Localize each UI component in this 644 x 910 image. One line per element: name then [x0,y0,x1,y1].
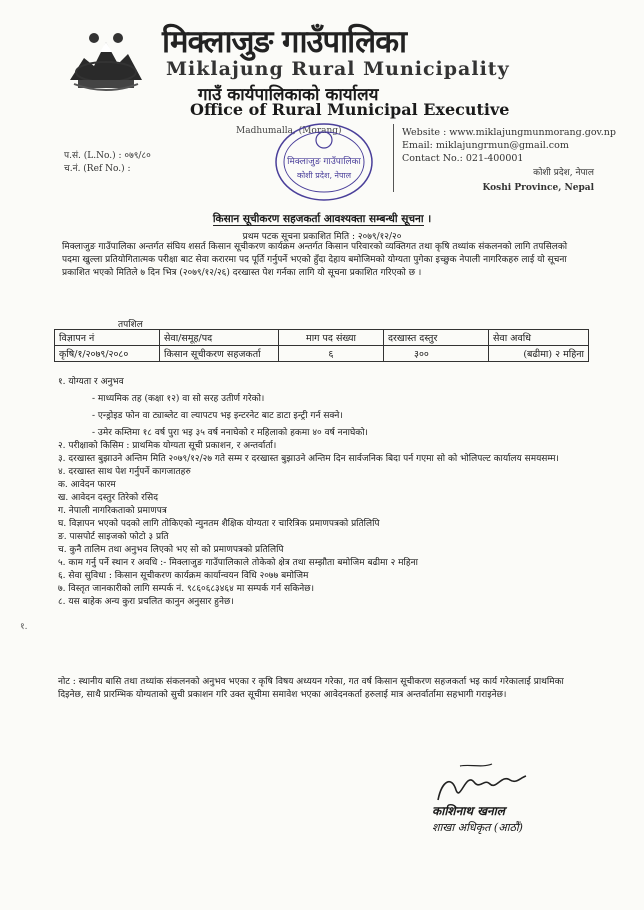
office-name-nepali: मिक्लाजुङ गाउँपालिका [162,24,407,60]
contact-block [402,126,616,195]
list-item: ख. आवेदन दस्तुर तिरेको रसिद [58,493,158,503]
list-item: ८. यस बाहेक अन्य कुरा प्रचलित कानुन अनुसार हुनेछ। [58,597,234,607]
list-item: क. आवेदन फारम [58,480,116,490]
tapsil-label: तपशिल [118,320,143,330]
list-item: ७. विस्तृत जानकारीको लागि सम्पर्क नं. ९८६०६८३४६४ मा सम्पर्क गर्न सकिनेछ। [58,584,315,594]
executive-office-nepali: गाउँ कार्यपालिकाको कार्यालय [198,85,379,105]
website-text: Website : www.miklajungmunmorang.gov.np [402,127,617,138]
province-nepali: कोशी प्रदेश, नेपाल [533,168,594,178]
stamp-province: कोशी प्रदेश, नेपाल [296,171,352,180]
notice-title: किसान सूचीकरण सहजकर्ता आवश्यक्ता सम्बन्धी सूचना । [212,213,432,225]
table-header: सेवा/समूह/पद [160,330,279,346]
list-item: च. कुनै तालिम तथा अनुभव लिएको भए सो को प्रमाणपत्रको प्रतिलिपि [58,545,284,555]
table-header: माग पद संख्या [279,330,384,346]
signatory-post: शाखा अधिकृत (आठौं) [432,821,523,834]
office-stamp-icon [270,118,378,206]
province-english: Koshi Province, Nepal [482,183,594,193]
list-item: १. योग्यता र अनुभव [58,377,124,387]
reference-block [64,150,151,176]
list-item: २. परीक्षाको किसिम : प्राथमिक योग्यता सूची प्रकाशन, र अन्तर्वार्ता। [58,441,277,451]
email-text: Email: miklajungrmun@gmail.com [402,140,569,151]
table-header-row [55,330,589,346]
location-text: Madhumalla, (Morang) [236,126,342,136]
table-cell: ६ [279,346,384,362]
table-header: विज्ञापन नं [55,330,160,346]
letter-number: प.सं. (L.No.) : ०७९/८० [64,151,151,161]
table-row [55,346,589,362]
list-item: ६. सेवा सुविधा : किसान सूचीकरण कार्यक्रम कार्यान्वयन विधि २०७७ बमोजिम [58,571,309,581]
list-item: ४. दरखास्त साथ पेश गर्नुपर्ने कागजातहरु [58,467,191,477]
vacancy-table [54,329,589,362]
list-item: ग. नेपाली नागरिकताको प्रमाणपत्र [58,506,167,516]
contact-number: Contact No.: 021-400001 [402,153,524,164]
list-item: ३. दरखास्त बुझाउने अन्तिम मिति २०७९/१२/२७ गते सम्म र दरखास्त बुझाउने अन्तिम दिन सार्वजनिक बिदा पर्न गएमा सो को भोलिपल्ट कार्यालय समयसम्म। [58,454,559,464]
list-item: - एन्ड्रोइड फोन वा ट्याब्लेट वा ल्यापटप भइ इन्टरनेट बाट डाटा इन्ट्री गर्न सक्ने। [92,411,343,421]
table-cell: कृषि/१/२०७९/२०८० [55,346,160,362]
stamp-text: मिक्लाजुङ गाउँपालिका [287,157,361,167]
table-cell: (बढीमा) २ महिना [489,346,589,362]
list-item: - माध्यमिक तह (कक्षा १२) वा सो सरह उतीर्ण गरेको। [92,394,265,404]
list-item: ५. काम गर्नु पर्ने स्थान र अवधि :- मिक्लाजुङ गाउँपालिकाले तोकेको क्षेत्र तथा सम्झौता बमोजिम बढीमा २ महिना [58,558,418,568]
dispatch-number: च.नं. (Ref No.) : [64,164,131,174]
office-name-english: Miklajung Rural Municipality [166,58,510,80]
notice-body: मिक्लाजुङ गाउँपालिका अन्तर्गत संघिय शसर्त किसान सूचीकरण कार्यक्रम अन्तर्गत किसान परिवारको व्यक्तिगत तथा कृषि तथ्यांक संकलनको लागि तपसिलको पदमा खुल्ला प्रतियोगितात्मक परीक्षा बाट सेवा करारमा पद पूर्ति गर्नुपर्ने भएको हुँदा देहाय बमोजिमको योग्यता पुगेका इच्छुक नेपाली नागरिकहरु लाई यो सूचना प्रकाशित भएको मितिले ७ दिन भित्र (२०७९/१२/२६) दरखास्त पेश गर्नका लागि यो सूचना प्रकाशित गरिएको छ । [62,242,568,278]
margin-mark: १. [20,622,28,632]
executive-office-english: Office of Rural Municipal Executive [190,100,510,119]
list-item: घ. विज्ञापन भएको पदको लागि तोकिएको न्युनतम शैक्षिक योग्यता र चारित्रिक प्रमाणपत्रको प्रतिलिपि [58,519,380,529]
note-paragraph: नोट : स्थानीय बासि तथा तथ्यांक संकलनको अनुभव भएका र कृषि विषय अध्ययन गरेका, गत वर्ष किसान सूचीकरण सहजकर्ता भइ कार्य गरेकालाई प्राथमिका दिइनेछ, साथै प्रारम्भिक योग्यताको सुची प्रकाशन गरि उक्त सूचीमा समावेश भएका आवेदनकर्ता हरुलाई मात्र अन्तर्वार्तामा सहभागी गराइनेछ। [58,677,564,700]
requirements-list [58,376,598,609]
signatory-name: काशिनाथ खनाल [432,804,505,818]
table-cell: ३०० [384,346,489,362]
header-divider [393,124,394,192]
table-cell: किसान सूचीकरण सहजकर्ता [160,346,279,362]
list-item: ङ. पासपोर्ट साइजको फोटो ३ प्रति [58,532,169,542]
table-header: सेवा अवधि [489,330,589,346]
published-date: प्रथम पटक सूचना प्रकाशित मिति : २०७९/१२/२० [242,232,402,242]
table-header: दरखास्त दस्तुर [384,330,489,346]
list-item: - उमेर कम्तिमा १८ वर्ष पुरा भइ ३५ वर्ष ननाघेको र महिलाको हकमा ४० वर्ष ननाघेको। [92,428,368,438]
nepal-emblem-icon [64,24,148,92]
